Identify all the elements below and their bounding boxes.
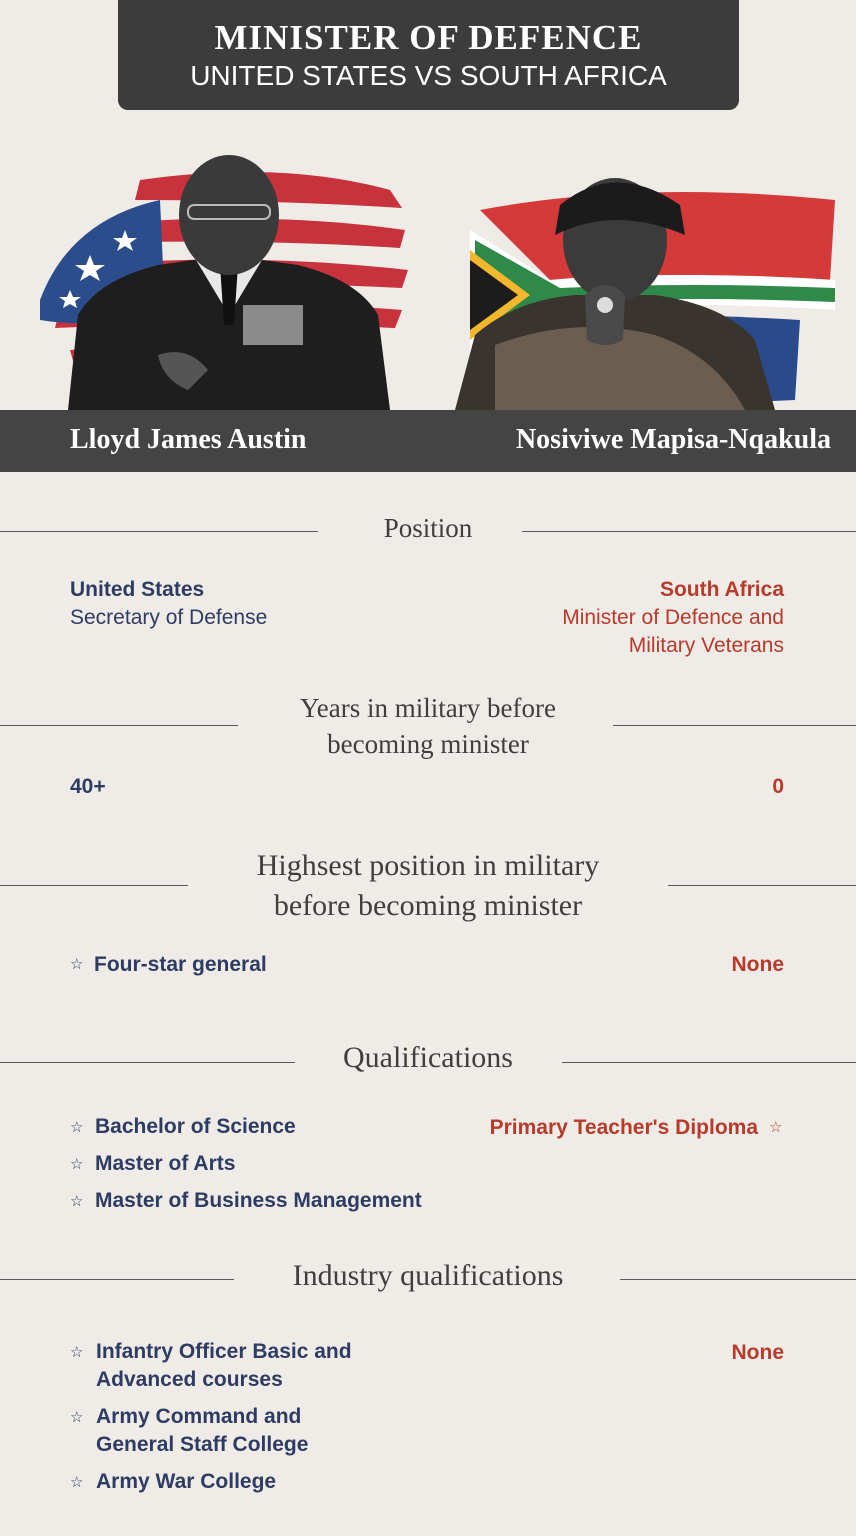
sa-industry-qualification: None	[731, 1341, 784, 1364]
page-title: MINISTER OF DEFENCE	[214, 18, 643, 57]
star-outline-icon: ☆	[70, 1193, 84, 1210]
us-industry-item: Army Command and	[96, 1405, 302, 1428]
us-qualification-item: Master of Business Management	[95, 1189, 422, 1212]
sa-highest-position: None	[731, 953, 784, 976]
sa-role-line-1: Minister of Defence and	[562, 606, 784, 629]
us-industry-item-continued: General Staff College	[96, 1433, 309, 1456]
section-heading-highest-position: Highsest position in military before becoming minister	[256, 849, 600, 922]
us-highest-position: Four-star general	[94, 953, 267, 976]
us-minister-name: Lloyd James Austin	[70, 424, 307, 455]
us-industry-item: Army War College	[96, 1470, 277, 1493]
section-heading-qualifications: Qualifications	[0, 1041, 856, 1075]
sa-qualification: Primary Teacher's Diploma	[489, 1116, 758, 1139]
star-outline-icon: ☆	[769, 1119, 783, 1136]
star-outline-icon: ☆	[70, 956, 84, 973]
title-banner	[118, 0, 739, 110]
us-industry-item: Infantry Officer Basic and	[96, 1340, 352, 1363]
lloyd-austin-photo	[68, 155, 390, 410]
star-outline-icon: ☆	[70, 1474, 84, 1491]
nosiviwe-mapisa-nqakula-photo	[455, 165, 775, 410]
sa-country-label: South Africa	[659, 578, 784, 601]
portraits-area	[0, 140, 856, 410]
us-years-value: 40+	[70, 775, 106, 798]
names-bar	[0, 410, 856, 472]
us-role: Secretary of Defense	[70, 606, 268, 629]
us-country-label: United States	[70, 578, 205, 601]
section-heading-years: Years in military before becoming minister	[300, 693, 556, 759]
us-qualification-item: Bachelor of Science	[95, 1115, 296, 1138]
us-industry-item-continued: Advanced courses	[96, 1368, 283, 1391]
page-subtitle: UNITED STATES VS SOUTH AFRICA	[190, 60, 667, 91]
star-outline-icon: ☆	[70, 1119, 84, 1136]
section-heading-industry-qualifications: Industry qualifications	[0, 1259, 856, 1293]
star-outline-icon: ☆	[70, 1156, 84, 1173]
us-qualification-item: Master of Arts	[95, 1152, 236, 1175]
section-heading-position: Position	[0, 513, 856, 544]
sa-years-value: 0	[772, 775, 784, 798]
sa-minister-name: Nosiviwe Mapisa-Nqakula	[515, 424, 831, 455]
star-outline-icon: ☆	[70, 1409, 84, 1426]
sa-role-line-2: Military Veterans	[628, 634, 784, 657]
star-outline-icon: ☆	[70, 1344, 84, 1361]
